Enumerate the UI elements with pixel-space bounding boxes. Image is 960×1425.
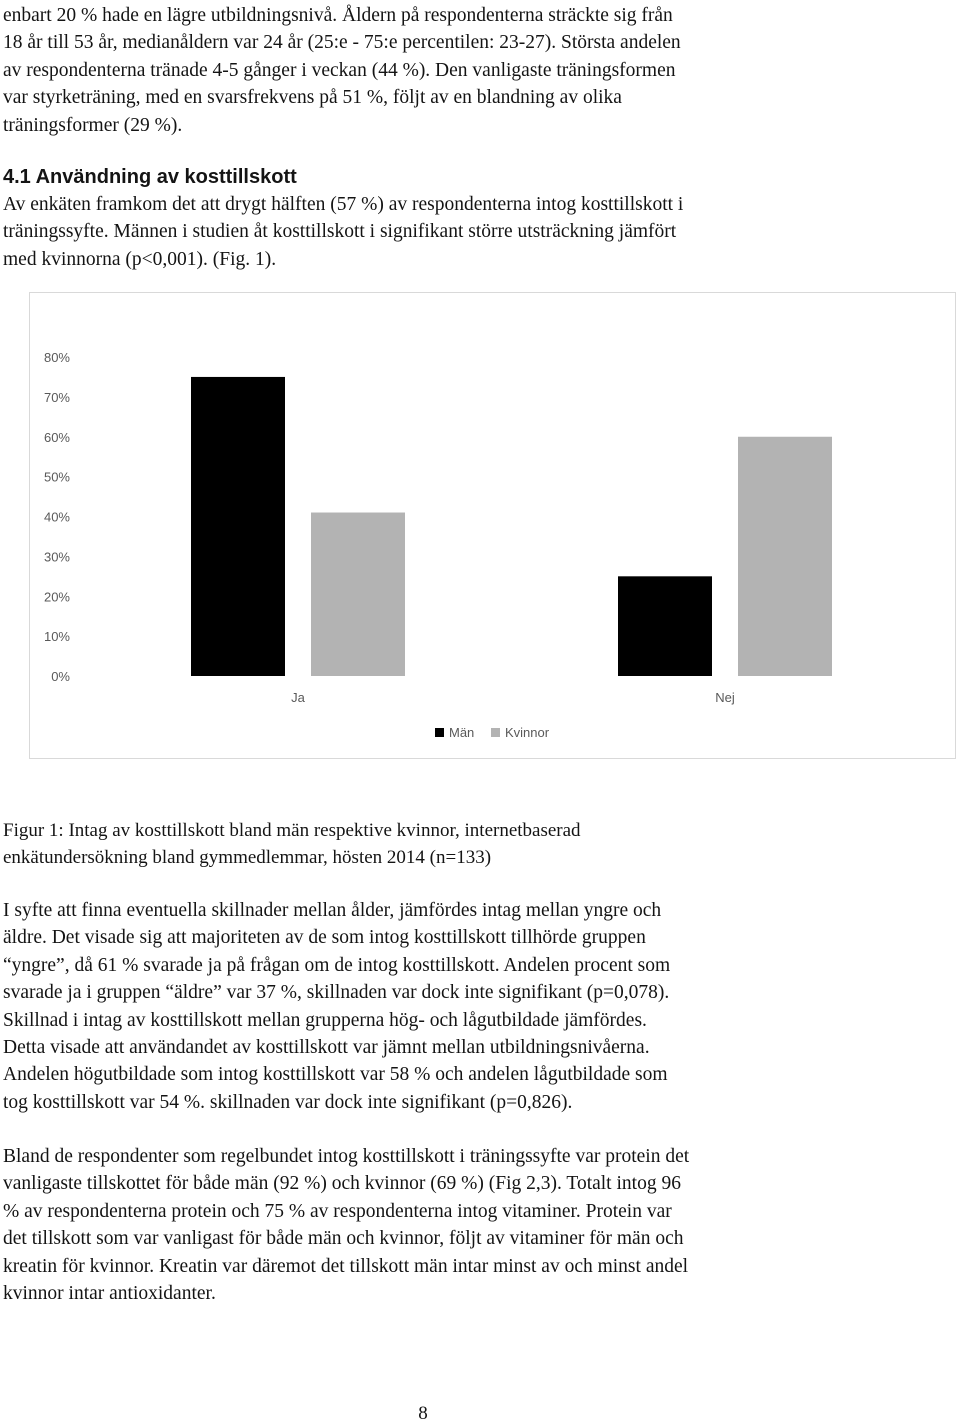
text-line: vanligaste tillskottet för både män (92 %) och kvinnor (69 %) (Fig 2,3). Totalt intog 96 — [3, 1173, 681, 1195]
section-heading: 4.1 Användning av kosttillskott — [3, 166, 297, 188]
text-line: % av respondenterna protein och 75 % av respondenterna intog vitaminer. Protein var — [3, 1200, 672, 1222]
y-tick-label: 0% — [51, 669, 70, 684]
text-line: kreatin för kvinnor. Kreatin var däremot det tillskott män intar minst av och minst andel — [3, 1255, 689, 1277]
bar-nej-kvinnor — [738, 437, 832, 676]
page-number: 8 — [418, 1403, 428, 1424]
text-line: “yngre”, då 61 % svarade ja på frågan om de intog kosttillskott. Andelen procent som — [3, 954, 671, 976]
y-tick-label: 60% — [43, 429, 70, 445]
text-line: Andelen högutbildade som intog kosttillskott var 58 % och andelen lågutbildade som — [3, 1064, 668, 1086]
text-line: svarade ja i gruppen “äldre” var 37 %, skillnaden var dock inte signifikant (p=0,078). — [3, 982, 670, 1004]
text-line: Skillnad i intag av kosttillskott mellan grupperna hög- och lågutbildade jämfördes. — [3, 1009, 647, 1031]
y-tick-label: 30% — [43, 549, 70, 565]
caption-line: Figur 1: Intag av kosttillskott bland män respektive kvinnor, internetbaserad — [3, 820, 581, 841]
supplement-types-paragraph — [3, 1143, 953, 1307]
text-line: Av enkäten framkom det att drygt hälften (57 %) av respondenterna intog kosttillskott i — [3, 194, 684, 215]
caption-line: enkätundersökning bland gymmedlemmar, hösten 2014 (n=133) — [3, 847, 492, 869]
text-line: kvinnor intar antioxidanter. — [3, 1283, 216, 1305]
text-line: Detta visade att användandet av kosttillskott var jämnt mellan utbildningsnivåerna. — [3, 1037, 650, 1059]
text-line: träningsformer (29 %). — [3, 114, 183, 136]
y-tick-label: 40% — [43, 509, 70, 525]
text-line: träningssyfte. Männen i studien åt kosttillskott i signifikant större utsträckning jämfört — [3, 221, 677, 243]
chart-canvas — [30, 293, 957, 760]
y-tick-label: 80% — [43, 350, 70, 365]
bar-ja-man — [191, 377, 285, 676]
legend-swatch — [435, 728, 444, 737]
section-paragraph — [3, 191, 953, 273]
text-line: det tillskott som var vanligast för både män och kvinnor, följt av vitaminer för män och — [3, 1228, 684, 1250]
text-line: av respondenterna tränade 4-5 gånger i veckan (44 %). Den vanligaste träningsformen — [3, 59, 676, 81]
age-comparison-paragraph — [3, 897, 953, 1116]
x-category-label: Nej — [715, 690, 735, 705]
text-line: tog kosttillskott var 54 %. skillnaden var dock inte signifikant (p=0,826). — [3, 1091, 573, 1113]
y-tick-label: 50% — [43, 469, 70, 485]
text-line: Bland de respondenter som regelbundet intog kosttillskott i träningssyfte var protein det — [3, 1146, 690, 1167]
bar-chart — [29, 292, 956, 759]
intro-paragraph — [3, 2, 953, 139]
text-line: äldre. Det visade sig att majoriteten av de som intog kosttillskott tillhörde gruppen — [3, 927, 646, 949]
text-line: 18 år till 53 år, medianåldern var 24 år (25:e - 75:e percentilen: 23-27). Största andelen — [3, 32, 681, 54]
y-tick-label: 10% — [43, 629, 70, 645]
legend-label: Män — [449, 725, 475, 740]
text-line: enbart 20 % hade en lägre utbildningsnivå. Åldern på respondenterna sträckte sig från — [3, 5, 673, 26]
bar-nej-man — [618, 576, 712, 676]
text-line: med kvinnorna (p<0,001). (Fig. 1). — [3, 248, 277, 270]
legend-swatch — [491, 728, 500, 737]
bar-ja-kvinnor — [311, 513, 405, 676]
text-line: I syfte att finna eventuella skillnader mellan ålder, jämfördes intag mellan yngre och — [3, 900, 662, 921]
figure-caption — [3, 817, 953, 872]
text-line: var styrketräning, med en svarsfrekvens på 51 %, följt av en blandning av olika — [3, 87, 622, 109]
y-tick-label: 20% — [43, 589, 70, 605]
y-tick-label: 70% — [43, 389, 70, 405]
legend-label: Kvinnor — [505, 725, 550, 740]
x-category-label: Ja — [291, 690, 305, 705]
